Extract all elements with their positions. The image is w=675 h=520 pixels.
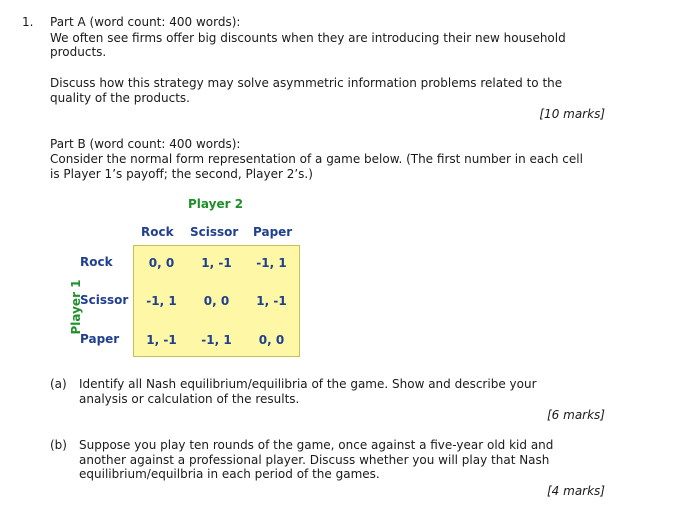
part-b-line-2: is Player 1’s payoff; the second, Player 2’s.) [50,167,313,181]
part-a-line-2: products. [50,45,107,59]
part-b-line-1: Consider the normal form representation of a game below. (The first number in each cell [50,152,583,166]
payoff-cell: -1, 1 [256,256,287,270]
column-header-scissor: Scissor [190,225,239,239]
payoff-matrix [133,245,300,357]
sub-b-line-3: equilibrium/equilbria in each period of the games. [79,467,380,481]
part-b-heading: Part B (word count: 400 words): [50,137,241,151]
part-a-line-1: We often see firms offer big discounts when they are introducing their new household [50,31,566,45]
player-2-label: Player 2 [188,197,244,211]
payoff-cell: 0, 0 [203,294,230,308]
column-header-rock: Rock [141,225,174,239]
player-1-label: Player 1 [69,279,83,335]
part-a-line-4: quality of the products. [50,91,190,105]
payoff-cell: 0, 0 [148,256,175,270]
row-header-paper: Paper [80,332,120,346]
sub-a-line-2: analysis or calculation of the results. [79,392,300,406]
payoff-cell: -1, 1 [201,333,232,347]
row-header-rock: Rock [80,255,113,269]
payoff-cell: 1, -1 [256,294,287,308]
part-a-heading: Part A (word count: 400 words): [50,15,241,29]
payoff-cell: 1, -1 [201,256,232,270]
sub-b-label: (b) [50,438,67,452]
sub-a-line-1: Identify all Nash equilibrium/equilibria of the game. Show and describe your [79,377,537,391]
sub-b-marks: [4 marks] [547,484,605,498]
sub-a-marks: [6 marks] [547,408,605,422]
sub-b-line-1: Suppose you play ten rounds of the game, once against a five-year old kid and [79,438,554,452]
payoff-cell: -1, 1 [146,294,177,308]
sub-a-label: (a) [50,377,67,391]
part-a-line-3: Discuss how this strategy may solve asymmetric information problems related to the [50,76,563,90]
payoff-cell: 0, 0 [258,333,285,347]
payoff-cell: 1, -1 [146,333,177,347]
row-header-scissor: Scissor [80,293,129,307]
part-a-marks: [10 marks] [539,107,605,121]
question-number: 1. [22,15,34,29]
sub-b-line-2: another against a professional player. Discuss whether you will play that Nash [79,453,550,467]
column-header-paper: Paper [253,225,293,239]
